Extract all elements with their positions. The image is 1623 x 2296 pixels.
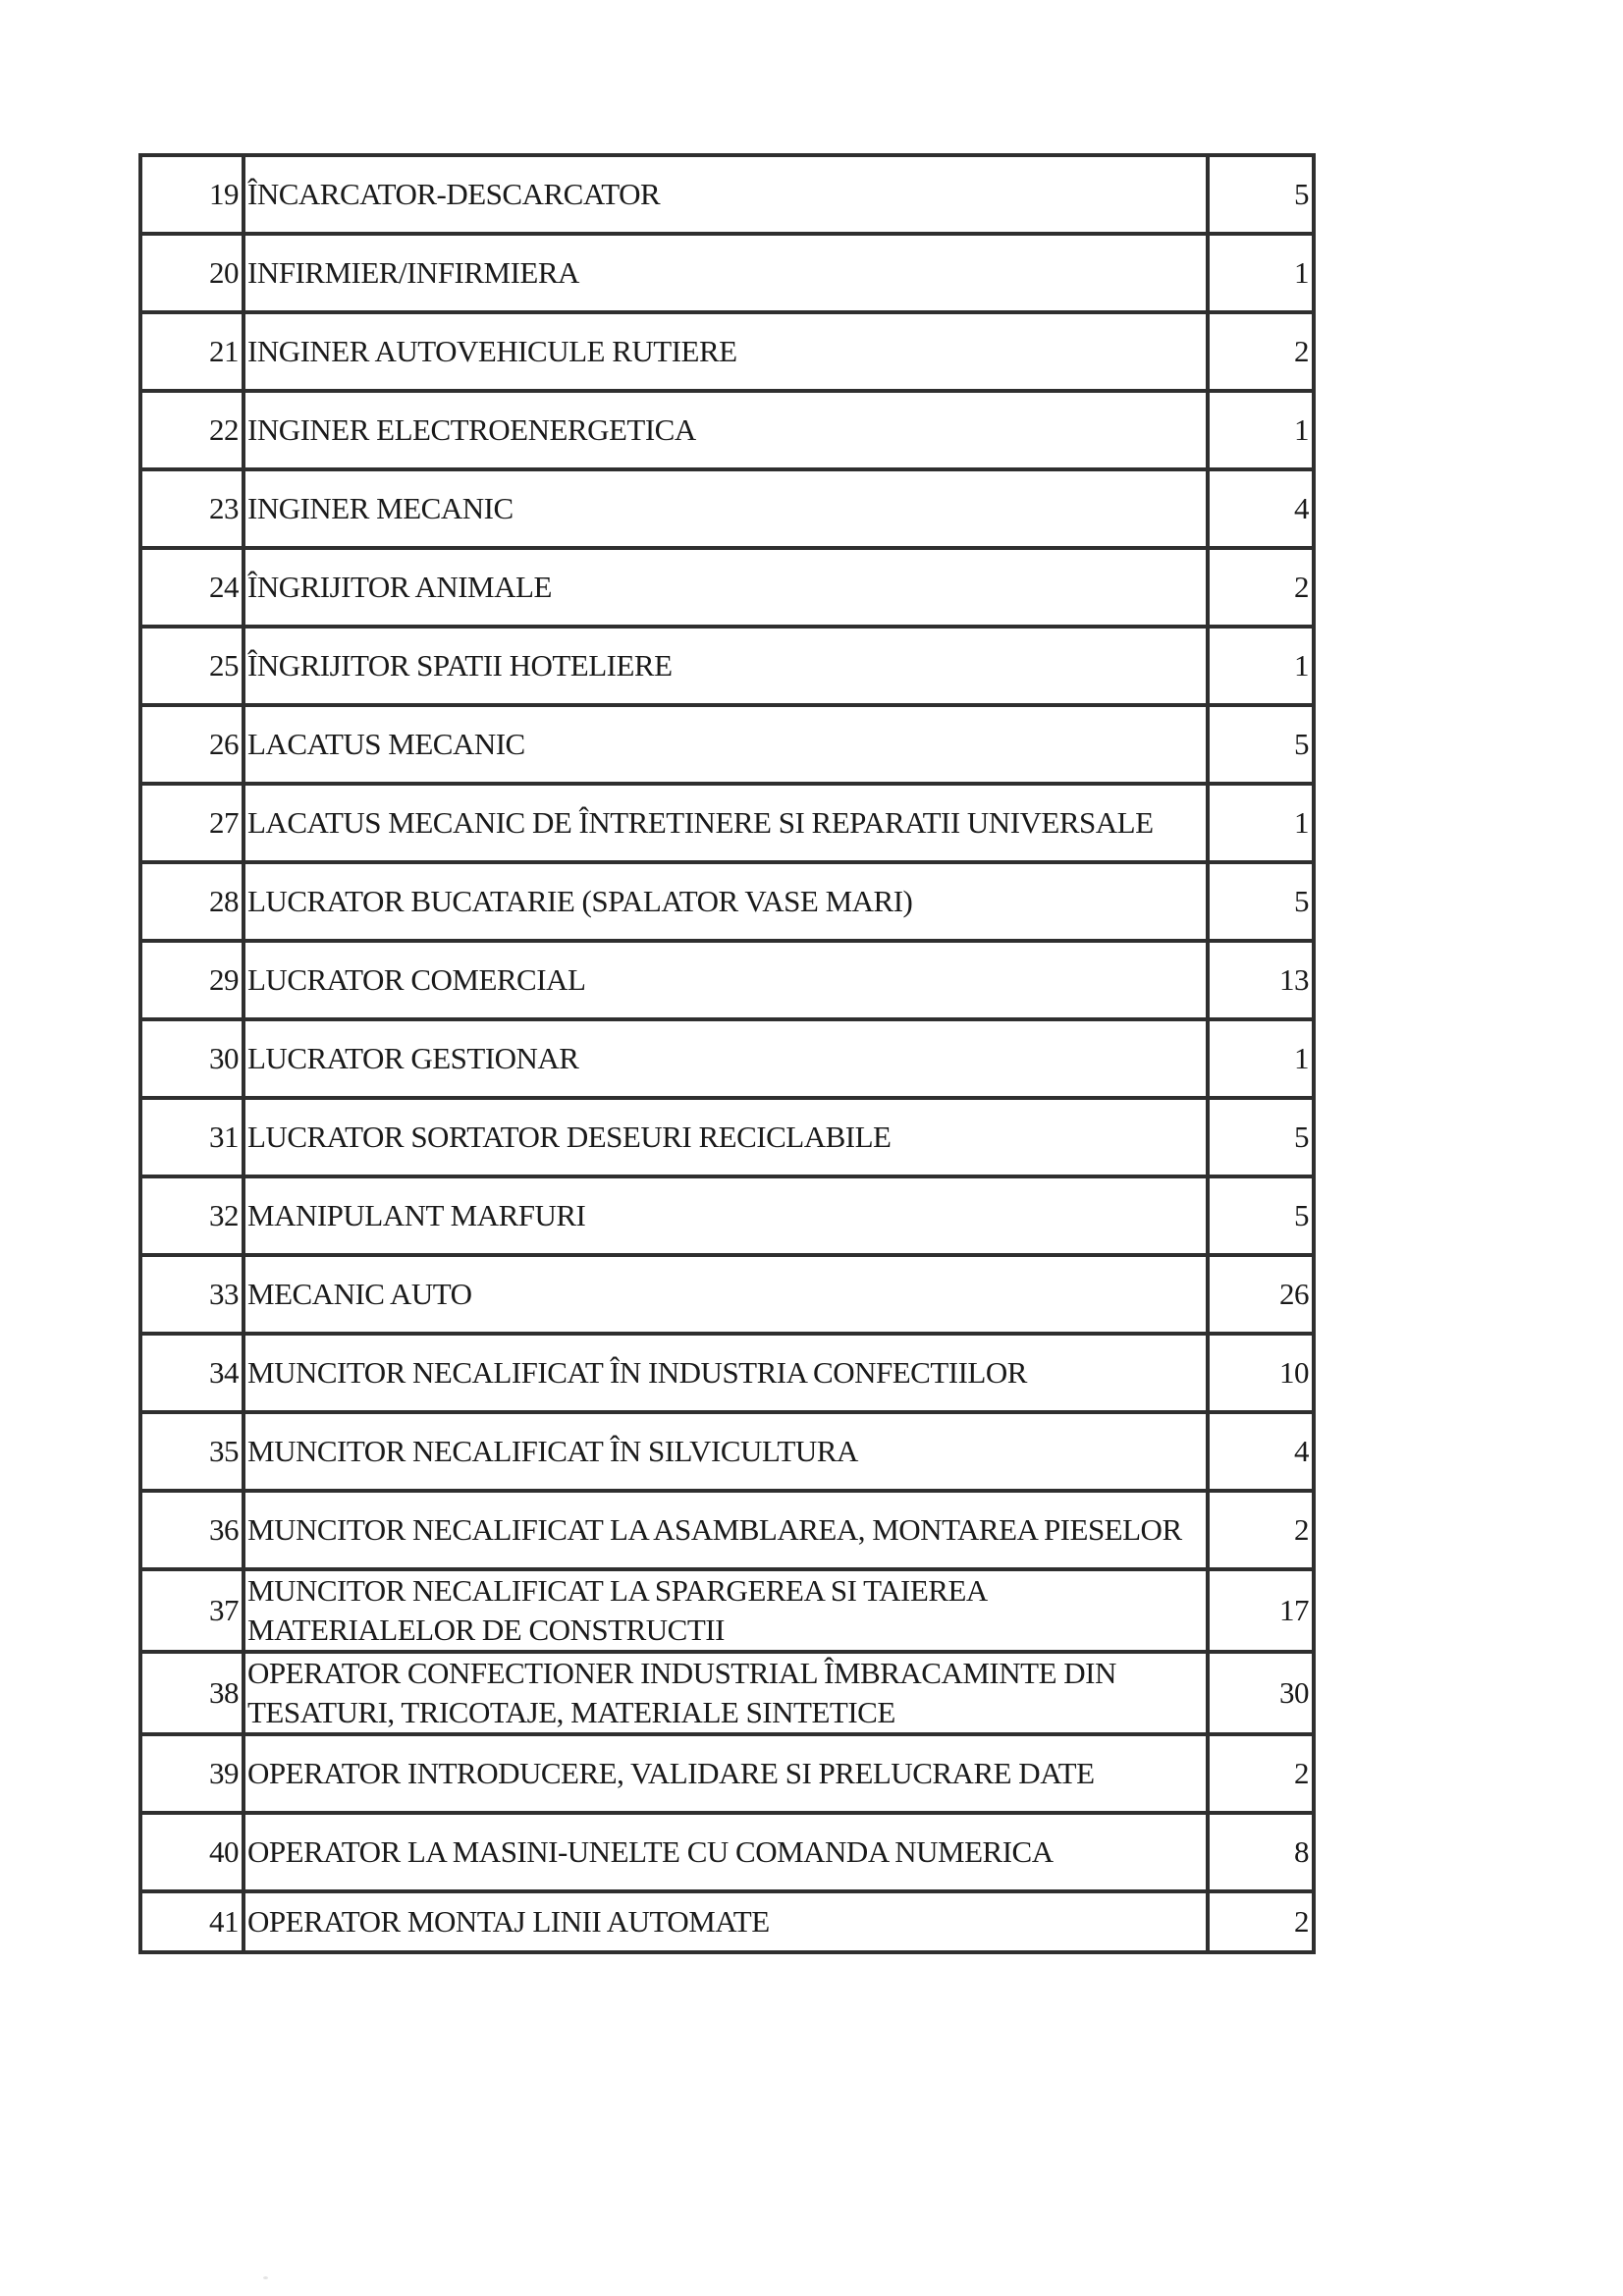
table-row [140, 705, 1314, 784]
occupation-cell: LUCRATOR GESTIONAR [243, 1019, 1208, 1098]
occupation-cell: INGINER AUTOVEHICULE RUTIERE [243, 312, 1208, 391]
row-number-cell: 40 [140, 1813, 243, 1891]
occupations-table [138, 153, 1316, 1954]
table-row [140, 234, 1314, 312]
row-number-cell: 23 [140, 469, 243, 548]
row-number-cell: 26 [140, 705, 243, 784]
occupation-cell: LACATUS MECANIC [243, 705, 1208, 784]
occupation-cell: MUNCITOR NECALIFICAT LA ASAMBLAREA, MONTAREA PIESELOR [243, 1491, 1208, 1569]
row-number-cell: 22 [140, 391, 243, 469]
occupation-cell: OPERATOR MONTAJ LINII AUTOMATE [243, 1891, 1208, 1952]
occupation-cell: INGINER MECANIC [243, 469, 1208, 548]
table-row [140, 1019, 1314, 1098]
table-row [140, 862, 1314, 941]
vacancy-count-cell: 2 [1208, 1734, 1314, 1813]
occupation-cell: MUNCITOR NECALIFICAT LA SPARGEREA SI TAIEREA MATERIALELOR DE CONSTRUCTII [243, 1569, 1208, 1652]
row-number-cell: 29 [140, 941, 243, 1019]
occupation-cell: LUCRATOR COMERCIAL [243, 941, 1208, 1019]
vacancy-count-cell: 1 [1208, 1019, 1314, 1098]
table-row [140, 1255, 1314, 1334]
occupation-cell: ÎNCARCATOR-DESCARCATOR [243, 155, 1208, 234]
occupation-cell: LUCRATOR BUCATARIE (SPALATOR VASE MARI) [243, 862, 1208, 941]
table-row [140, 941, 1314, 1019]
table-row [140, 548, 1314, 627]
row-number-cell: 38 [140, 1652, 243, 1734]
vacancy-count-cell: 26 [1208, 1255, 1314, 1334]
vacancy-count-cell: 4 [1208, 469, 1314, 548]
vacancy-count-cell: 1 [1208, 234, 1314, 312]
vacancy-count-cell: 5 [1208, 155, 1314, 234]
table-row [140, 1176, 1314, 1255]
table-row [140, 1813, 1314, 1891]
table-row [140, 784, 1314, 862]
row-number-cell: 25 [140, 627, 243, 705]
occupation-cell: LACATUS MECANIC DE ÎNTRETINERE SI REPARATII UNIVERSALE [243, 784, 1208, 862]
occupation-cell: OPERATOR LA MASINI-UNELTE CU COMANDA NUMERICA [243, 1813, 1208, 1891]
vacancy-count-cell: 4 [1208, 1412, 1314, 1491]
vacancy-count-cell: 30 [1208, 1652, 1314, 1734]
vacancy-count-cell: 5 [1208, 1098, 1314, 1176]
row-number-cell: 41 [140, 1891, 243, 1952]
occupation-cell: INFIRMIER/INFIRMIERA [243, 234, 1208, 312]
vacancy-count-cell: 5 [1208, 705, 1314, 784]
table-row [140, 155, 1314, 234]
row-number-cell: 28 [140, 862, 243, 941]
table-row [140, 1098, 1314, 1176]
vacancy-count-cell: 2 [1208, 312, 1314, 391]
occupation-cell: OPERATOR INTRODUCERE, VALIDARE SI PRELUCRARE DATE [243, 1734, 1208, 1813]
vacancy-count-cell: 2 [1208, 548, 1314, 627]
row-number-cell: 34 [140, 1334, 243, 1412]
row-number-cell: 32 [140, 1176, 243, 1255]
occupation-cell: INGINER ELECTROENERGETICA [243, 391, 1208, 469]
row-number-cell: 39 [140, 1734, 243, 1813]
occupations-table-body [140, 155, 1314, 1952]
vacancy-count-cell: 5 [1208, 1176, 1314, 1255]
occupation-cell: MECANIC AUTO [243, 1255, 1208, 1334]
occupation-cell: MUNCITOR NECALIFICAT ÎN SILVICULTURA [243, 1412, 1208, 1491]
row-number-cell: 30 [140, 1019, 243, 1098]
occupation-cell: ÎNGRIJITOR SPATII HOTELIERE [243, 627, 1208, 705]
table-row [140, 1491, 1314, 1569]
row-number-cell: 37 [140, 1569, 243, 1652]
table-row [140, 1891, 1314, 1952]
occupation-cell: OPERATOR CONFECTIONER INDUSTRIAL ÎMBRACAMINTE DIN TESATURI, TRICOTAJE, MATERIALE SINTETICE [243, 1652, 1208, 1734]
row-number-cell: 24 [140, 548, 243, 627]
occupation-cell: ÎNGRIJITOR ANIMALE [243, 548, 1208, 627]
table-row [140, 1734, 1314, 1813]
row-number-cell: 20 [140, 234, 243, 312]
table-row [140, 1412, 1314, 1491]
table-row [140, 1334, 1314, 1412]
table-row [140, 1652, 1314, 1734]
row-number-cell: 19 [140, 155, 243, 234]
table-row [140, 391, 1314, 469]
table-row [140, 469, 1314, 548]
row-number-cell: 36 [140, 1491, 243, 1569]
vacancy-count-cell: 2 [1208, 1891, 1314, 1952]
table-row [140, 312, 1314, 391]
vacancy-count-cell: 1 [1208, 391, 1314, 469]
row-number-cell: 31 [140, 1098, 243, 1176]
occupation-cell: MUNCITOR NECALIFICAT ÎN INDUSTRIA CONFECTIILOR [243, 1334, 1208, 1412]
scan-speck [263, 2276, 268, 2279]
occupation-cell: LUCRATOR SORTATOR DESEURI RECICLABILE [243, 1098, 1208, 1176]
vacancy-count-cell: 5 [1208, 862, 1314, 941]
row-number-cell: 27 [140, 784, 243, 862]
vacancy-count-cell: 1 [1208, 784, 1314, 862]
vacancy-count-cell: 10 [1208, 1334, 1314, 1412]
table-row [140, 1569, 1314, 1652]
row-number-cell: 35 [140, 1412, 243, 1491]
vacancy-count-cell: 13 [1208, 941, 1314, 1019]
row-number-cell: 21 [140, 312, 243, 391]
vacancy-count-cell: 8 [1208, 1813, 1314, 1891]
row-number-cell: 33 [140, 1255, 243, 1334]
table-row [140, 627, 1314, 705]
vacancy-count-cell: 2 [1208, 1491, 1314, 1569]
vacancy-count-cell: 17 [1208, 1569, 1314, 1652]
occupation-cell: MANIPULANT MARFURI [243, 1176, 1208, 1255]
vacancy-count-cell: 1 [1208, 627, 1314, 705]
